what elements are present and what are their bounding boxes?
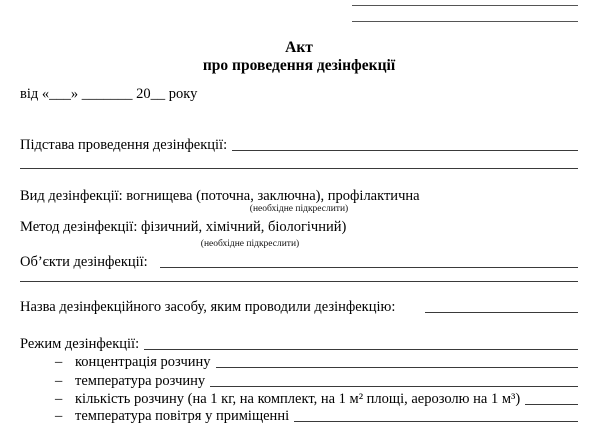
regime-item-label: концентрація розчину (75, 354, 211, 370)
dash-bullet: – (55, 373, 63, 389)
regime-item-solution-quantity (20, 392, 578, 407)
dash-bullet: – (55, 391, 63, 407)
air-temperature-fill-line[interactable] (294, 421, 578, 422)
type-line: Вид дезінфекції: вогнищева (поточна, заключна), профілактична (20, 188, 420, 204)
solution-quantity-fill-line[interactable] (525, 404, 578, 405)
regime-item-solution-temperature (20, 374, 578, 389)
dash-bullet: – (55, 408, 63, 423)
concentration-fill-line[interactable] (216, 367, 578, 368)
objects-field-row (20, 255, 578, 270)
document-title (20, 39, 578, 75)
title-line-1: Акт (285, 39, 313, 56)
objects-fill-line-2[interactable] (20, 281, 578, 282)
basis-field-row (20, 138, 578, 153)
agent-label: Назва дезінфекційного засобу, яким проводили дезінфекцію: (20, 299, 396, 315)
underline-note-1: (необхідне підкреслити) (249, 204, 349, 214)
basis-fill-line-2[interactable] (20, 168, 578, 169)
header-blank-lines (352, 0, 578, 22)
regime-item-label: кількість розчину (на 1 кг, на комплект, на 1 м² площі, аерозолю на 1 м³) (75, 391, 521, 407)
objects-fill-line[interactable] (160, 267, 578, 268)
basis-label: Підстава проведення дезінфекції: (20, 137, 228, 153)
method-line: Метод дезінфекції: фізичний, хімічний, біологічний) (20, 219, 347, 235)
underline-note-2: (необхідне підкреслити) (200, 239, 300, 249)
header-blank-line-2[interactable] (352, 6, 578, 22)
objects-label: Об’єкти дезінфекції: (20, 254, 148, 270)
agent-fill-line[interactable] (425, 312, 578, 313)
solution-temperature-fill-line[interactable] (210, 386, 578, 387)
regime-item-air-temperature (20, 409, 578, 423)
dash-bullet: – (55, 354, 63, 370)
regime-label: Режим дезінфекції: (20, 336, 140, 352)
regime-field-row (20, 337, 578, 352)
regime-item-label: температура повітря у приміщенні (75, 408, 290, 423)
agent-field-row (20, 300, 578, 315)
regime-item-concentration (20, 355, 578, 370)
regime-item-label: температура розчину (75, 373, 206, 389)
date-line: від «___» _______ 20__ року (20, 86, 198, 102)
basis-fill-line[interactable] (232, 150, 578, 151)
title-line-2: про проведення дезінфекції (202, 57, 396, 74)
regime-fill-line[interactable] (144, 349, 578, 350)
